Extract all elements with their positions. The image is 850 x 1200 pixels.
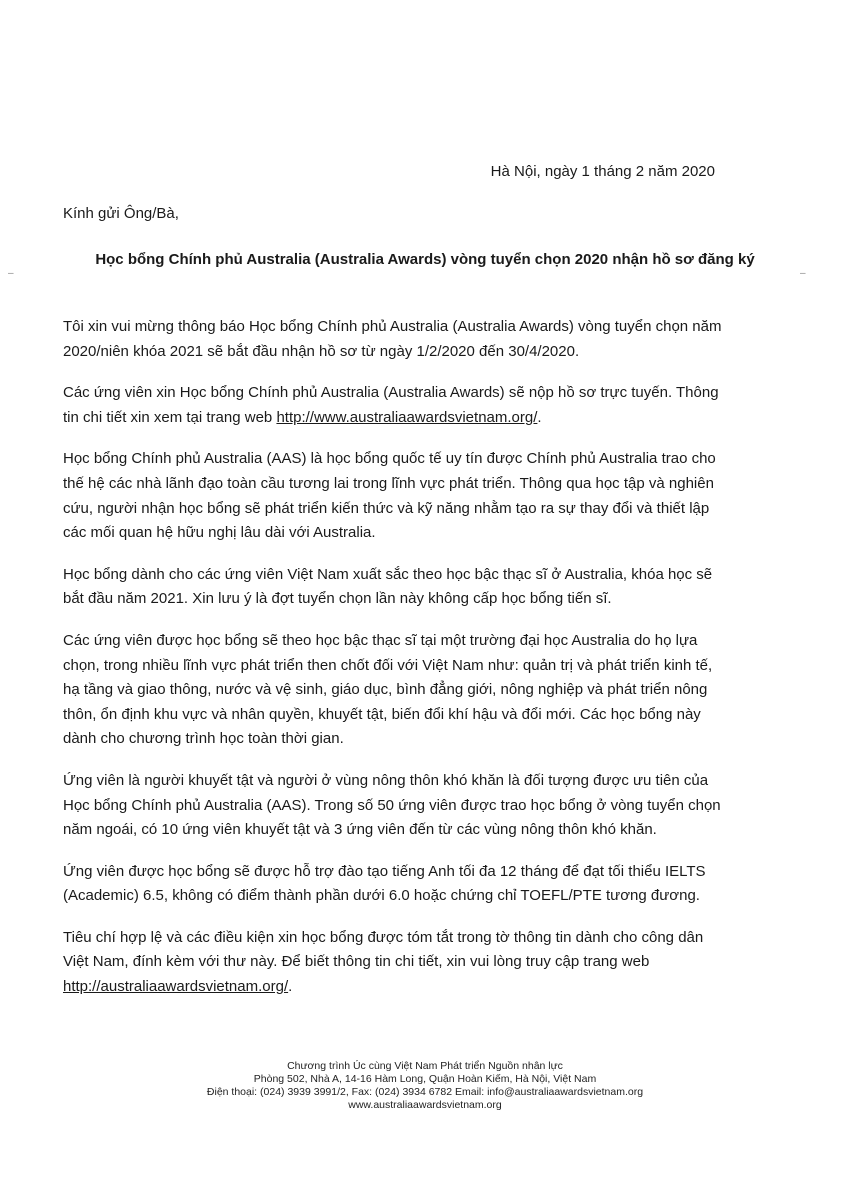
paragraph-english-training: Ứng viên được học bổng sẽ được hỗ trợ đào tạo tiếng Anh tối đa 12 tháng để đạt tối thiểu IELTS (Academic) 6.5, không có điểm thành phần dưới 6.0 hoặc chứng chỉ TOEFL/PTE tương đương. <box>63 862 706 905</box>
paragraph-online-application-end: . <box>537 408 542 426</box>
letter-date: Hà Nội, ngày 1 tháng 2 năm 2020 <box>490 163 715 180</box>
paragraph-announcement: Tôi xin vui mừng thông báo Học bổng Chính phủ Australia (Australia Awards) vòng tuyển chọn năm 2020/niên khóa 2021 sẽ bắt đầu nhận hồ sơ từ ngày 1/2/2020 đến 30/4/2020. <box>63 318 722 360</box>
paragraph-online-application-text: Các ứng viên xin Học bổng Chính phủ Australia (Australia Awards) sẽ nộp hồ sơ trực tuyến. Thông tin chi tiết xin xem tại trang web <box>63 384 719 426</box>
paragraph-criteria-text: Tiêu chí hợp lệ và các điều kiện xin học bổng được tóm tắt trong tờ thông tin dành cho công dân Việt Nam, đính kèm với thư này. Để biết thông tin chi tiết, xin vui lòng truy cập trang web <box>63 928 704 971</box>
scan-mark-left: – <box>8 268 14 279</box>
paragraph-criteria-end: . <box>288 978 293 996</box>
website-link-2[interactable]: http://australiaawardsvietnam.org/ <box>63 978 289 996</box>
letter-title: Học bổng Chính phủ Australia (Australia Awards) vòng tuyển chọn 2020 nhận hồ sơ đăng ký <box>95 251 755 268</box>
paragraph-priority-groups: Ứng viên là người khuyết tật và người ở vùng nông thôn khó khăn là đối tượng được ưu tiên của Học bổng Chính phủ Australia (AAS). Trong số 50 ứng viên được trao học bổng ở vòng tuyển chọn năm ngoái, có 10 ứng viên khuyết tật và 3 ứng viên đến từ các vùng nông thôn khó khăn. <box>63 771 721 839</box>
salutation: Kính gửi Ông/Bà, <box>63 205 179 222</box>
footer-contact: Điện thoại: (024) 3939 3991/2, Fax: (024) 3934 6782 Email: info@australiaawardsvietnam.org <box>206 1086 644 1098</box>
footer-program-name: Chương trình Úc cùng Việt Nam Phát triển Nguồn nhân lực <box>287 1060 563 1072</box>
website-link[interactable]: http://www.australiaawardsvietnam.org/ <box>276 408 538 426</box>
paragraph-online-application <box>63 381 723 430</box>
paragraph-eligibility: Học bổng dành cho các ứng viên Việt Nam xuất sắc theo học bậc thạc sĩ ở Australia, khóa học sẽ bắt đầu năm 2021. Xin lưu ý là đợt tuyển chọn lần này không cấp học bổng tiến sĩ. <box>63 565 713 608</box>
paragraph-about-aas: Học bổng Chính phủ Australia (AAS) là học bổng quốc tế uy tín được Chính phủ Australia trao cho thế hệ các nhà lãnh đạo toàn cầu tương lai trong lĩnh vực phát triển. Thông qua học tập và nghiên cứu, người nhận học bổng sẽ phát triển kiến thức và kỹ năng nhằm tạo ra sự thay đổi và thiết lập các mối quan hệ hữu nghị lâu dài với Australia. <box>63 450 716 542</box>
footer-address: Phòng 502, Nhà A, 14-16 Hàm Long, Quận Hoàn Kiếm, Hà Nội, Việt Nam <box>253 1073 597 1085</box>
paragraph-fields-of-study: Các ứng viên được học bổng sẽ theo học bậc thạc sĩ tại một trường đại học Australia do họ lựa chọn, trong nhiều lĩnh vực phát triển then chốt đối với Việt Nam như: quản trị và phát triển kinh tế, hạ tầng và giao thông, nước và vệ sinh, giáo dục, bình đẳng giới, nông nghiệp và phát triển nông thôn, ổn định khu vực và nhân quyền, khuyết tật, biến đổi khí hậu và đổi mới. Các học bổng này dành cho chương trình học toàn thời gian. <box>63 631 713 748</box>
letter-body <box>63 315 723 1017</box>
scan-mark-right: – <box>800 268 806 279</box>
footer-website: www.australiaawardsvietnam.org <box>348 1099 502 1111</box>
letter-footer <box>0 1060 850 1112</box>
paragraph-criteria <box>63 926 723 1000</box>
